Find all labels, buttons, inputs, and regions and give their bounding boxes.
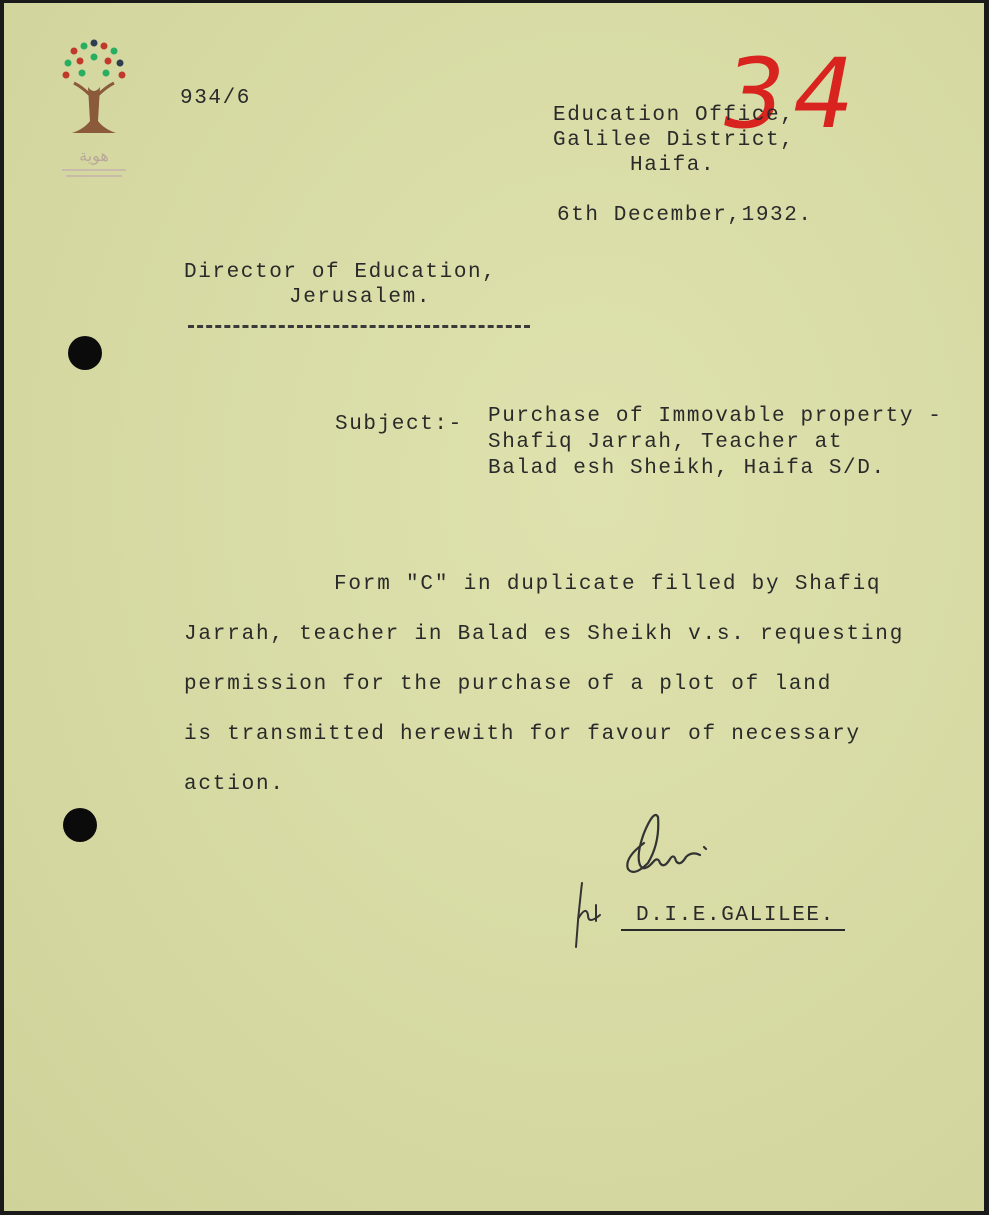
sender-line-3: Haifa. (630, 154, 716, 177)
signatory-underline (621, 929, 845, 931)
subject-label: Subject:- (335, 413, 463, 436)
sender-line-2: Galilee District, (553, 129, 795, 152)
body-line-1: Form "C" in duplicate filled by Shafiq (334, 573, 882, 596)
addressee-dashed-rule (188, 325, 530, 328)
handwritten-initial (570, 875, 610, 955)
tree-trunk-icon (72, 87, 116, 133)
body-line-5: action. (184, 773, 285, 796)
people-icon (63, 40, 126, 79)
subject-line-1: Purchase of Immovable property - (488, 405, 943, 428)
document-page (4, 3, 984, 1211)
sender-line-1: Education Office, (553, 104, 795, 127)
archive-logo (54, 37, 134, 187)
page-number: 34 (724, 39, 863, 149)
body-line-4: is transmitted herewith for favour of necessary (184, 723, 861, 746)
signatory: D.I.E.GALILEE. (636, 904, 835, 927)
addressee-line-1: Director of Education, (184, 261, 497, 284)
body-line-2: Jarrah, teacher in Balad es Sheikh v.s. requesting (184, 623, 905, 646)
letter-date: 6th December,1932. (557, 204, 813, 227)
subject-line-2: Shafiq Jarrah, Teacher at (488, 431, 844, 454)
handwritten-signature (614, 803, 724, 883)
punch-hole-bottom (63, 808, 97, 842)
subject-line-3: Balad esh Sheikh, Haifa S/D. (488, 457, 886, 480)
logo-text: هوية (79, 146, 109, 165)
body-line-3: permission for the purchase of a plot of land (184, 673, 833, 696)
addressee-line-2: Jerusalem. (289, 286, 432, 309)
file-reference: 934/6 (180, 87, 252, 110)
punch-hole-top (68, 336, 102, 370)
